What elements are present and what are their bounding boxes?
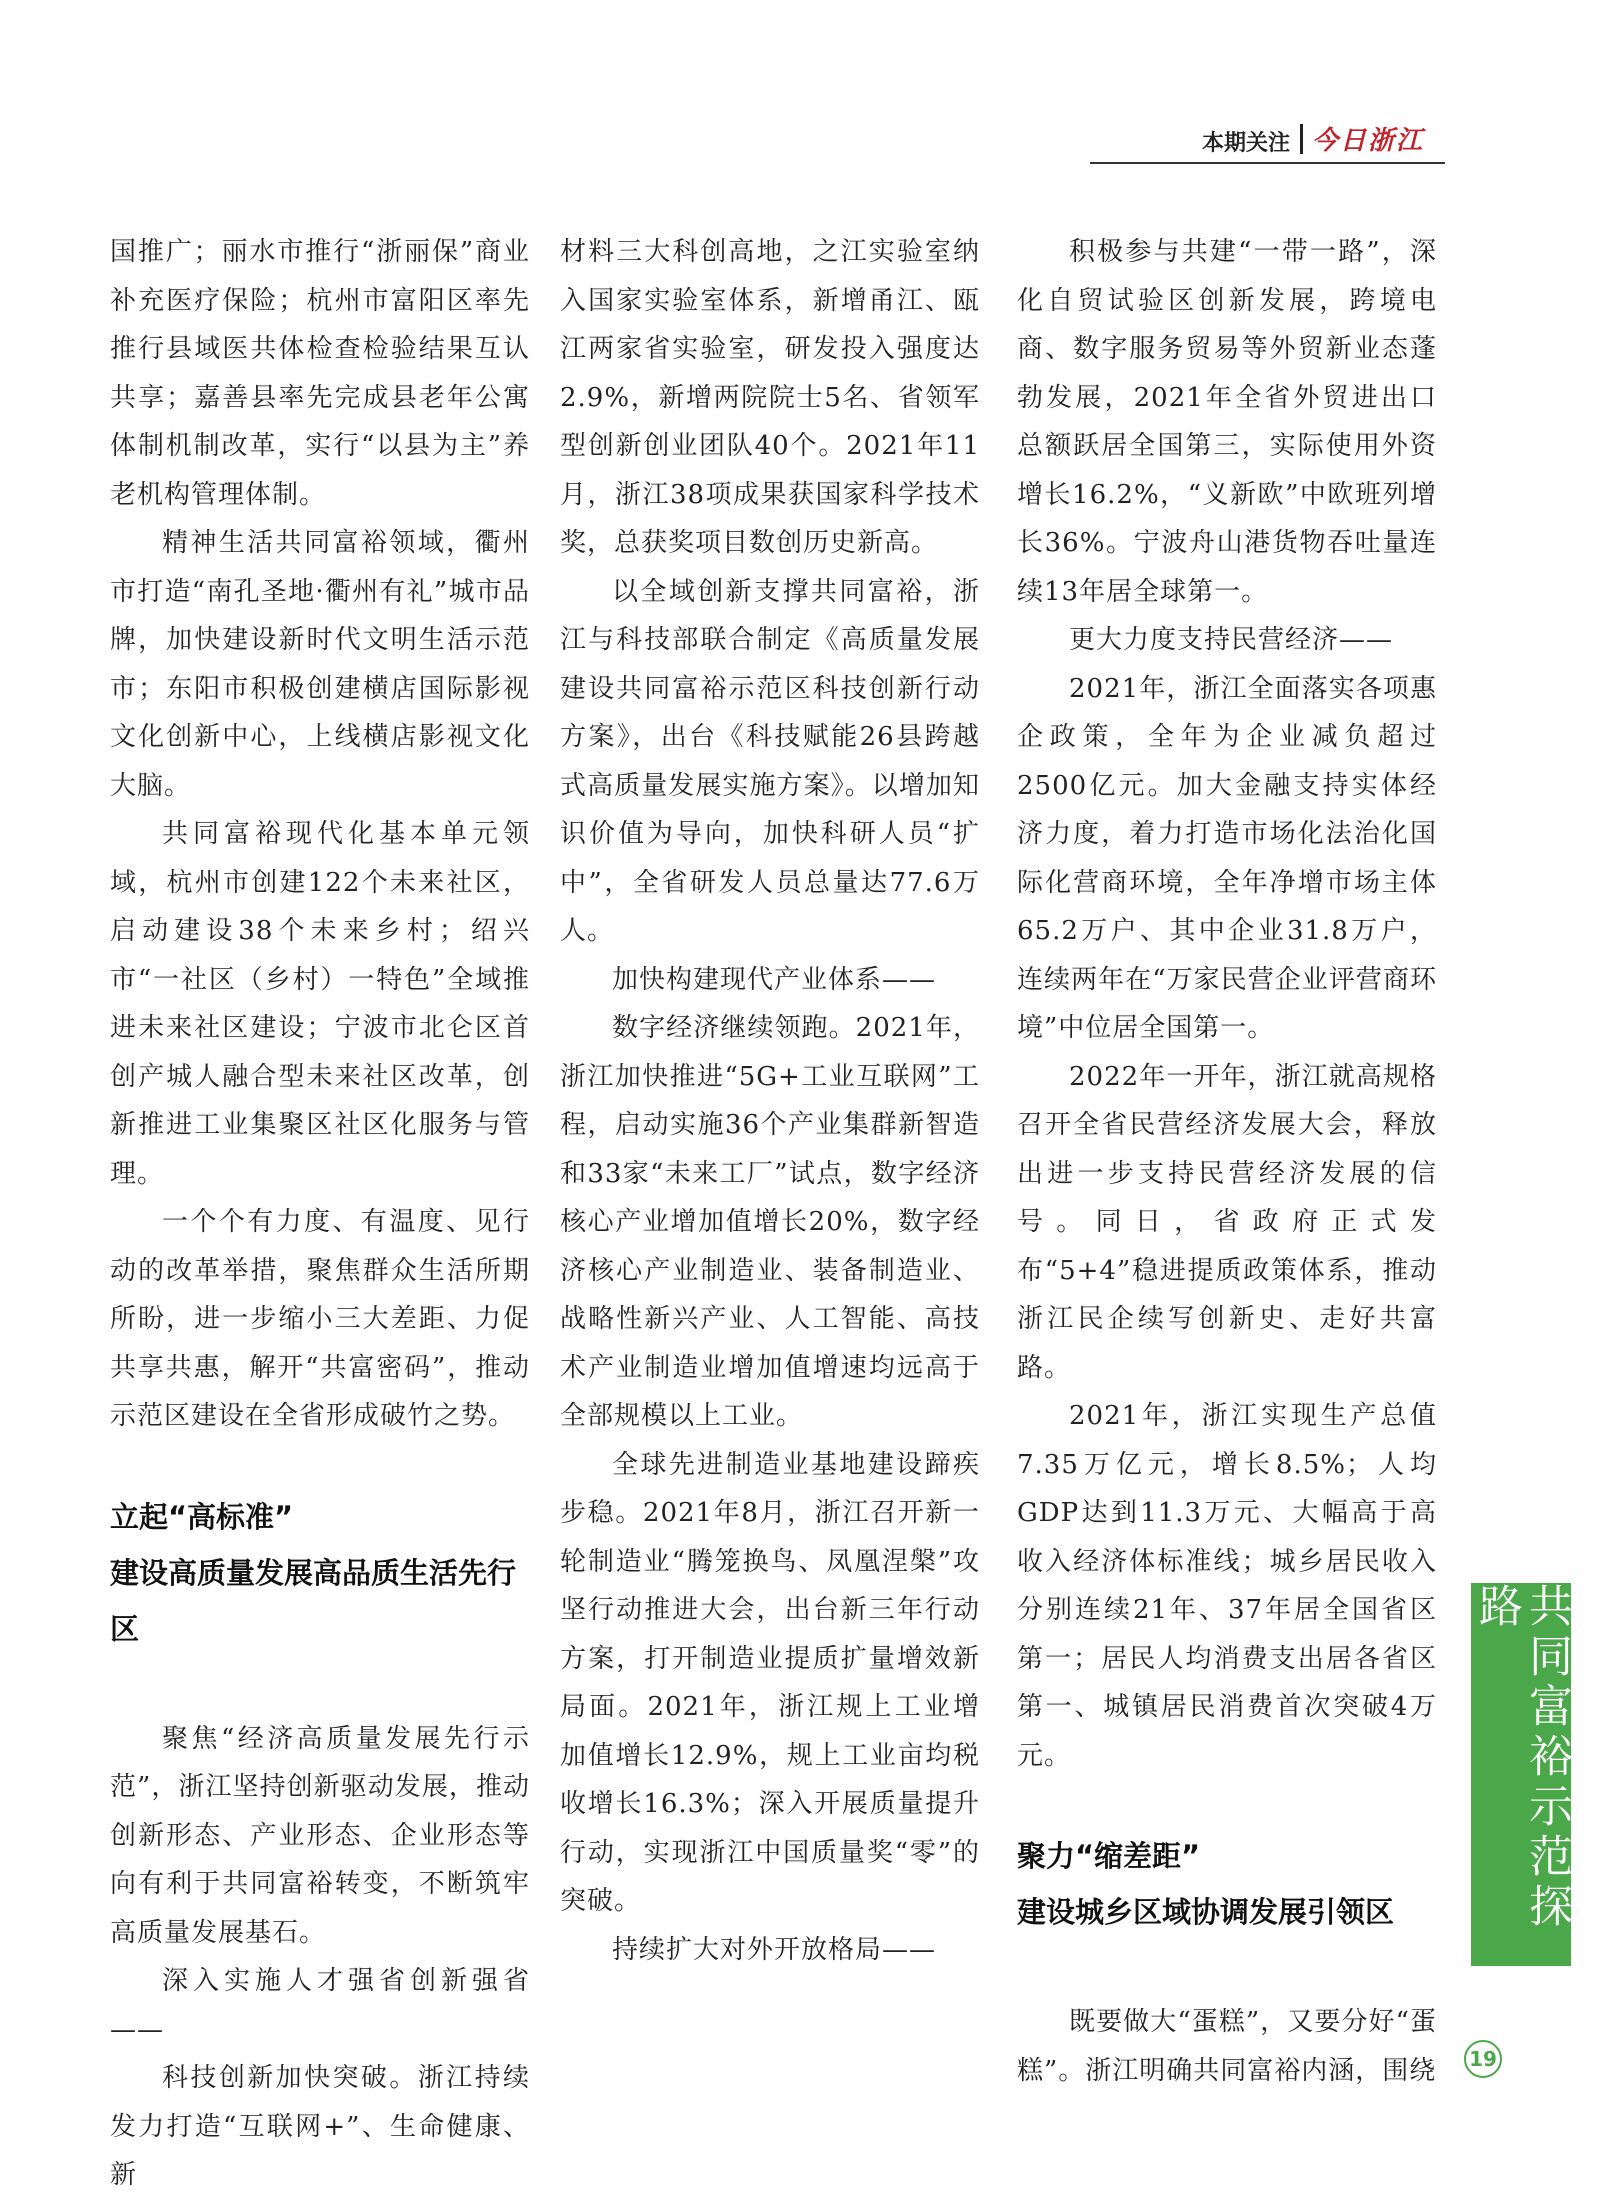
- paragraph: 精神生活共同富裕领域，衢州市打造“南孔圣地·衢州有礼”城市品牌，加快建设新时代文明生活示范市；东阳市积极创建横店国际影视文化创新中心，上线横店影视文化大脑。: [110, 528, 530, 801]
- paragraph: 2021年，浙江全面落实各项惠企政策，全年为企业减负超过2500亿元。加大金融支持实体经济力度，着力打造市场化法治化国际化营商环境，全年净增市场主体65.2万户、其中企业31.8万户，连续两年在“万家民营企业评营商环境”中位居全国第一。: [1017, 673, 1437, 1043]
- paragraph: 国推广；丽水市推行“浙丽保”商业补充医疗保险；杭州市富阳区率先推行县域医共体检查检验结果互认共享；嘉善县率先完成县老年公寓体制机制改革，实行“以县为主”养老机构管理体制。: [110, 237, 530, 510]
- paragraph: 材料三大科创高地，之江实验室纳入国家实验室体系，新增甬江、瓯江两家省实验室，研发投入强度达2.9%，新增两院院士5名、省领军型创新创业团队40个。2021年11月，浙江38项成果获国家科学技术奖，总获奖项目数创历史新高。: [560, 237, 980, 558]
- running-header: [1090, 120, 1445, 164]
- section-heading-line2: 建设城乡区域协调发展引领区: [1017, 1895, 1395, 1929]
- paragraph: 以全域创新支撑共同富裕，浙江与科技部联合制定《高质量发展建设共同富裕示范区科技创新行动方案》，出台《科技赋能26县跨越式高质量发展实施方案》。以增加知识价值为导向，加快科研人员“扩中”，全省研发人员总量达77.6万人。: [560, 576, 980, 946]
- column-2: [560, 228, 980, 1974]
- section-heading-line1: 立起“高标准”: [110, 1499, 294, 1534]
- section-label: 本期关注: [1202, 131, 1291, 156]
- paragraph: 一个个有力度、有温度、见行动的改革举措，聚焦群众生活所期所盼，进一步缩小三大差距、力促共享共惠，解开“共富密码”，推动示范区建设在全省形成破竹之势。: [110, 1207, 530, 1431]
- header-divider: [1300, 124, 1303, 154]
- subheading: 深入实施人才强省创新强省——: [110, 1966, 530, 2045]
- subheading: 持续扩大对外开放格局——: [612, 1934, 937, 1965]
- paragraph: 共同富裕现代化基本单元领域，杭州市创建122个未来社区，启动建设38个未来乡村；绍兴市“一社区（乡村）一特色”全域推进未来社区建设；宁波市北仑区首创产城人融合型未来社区改革，创新推进工业集聚区社区化服务与管理。: [110, 819, 530, 1189]
- page-number: 19: [1464, 2040, 1502, 2078]
- side-section-tab: [1471, 1583, 1571, 1966]
- side-tab-label: 共同富裕示范探路: [1471, 1583, 1572, 1933]
- magazine-logo: 今日浙江: [1312, 126, 1425, 156]
- paragraph: 积极参与共建“一带一路”，深化自贸试验区创新发展，跨境电商、数字服务贸易等外贸新业态蓬勃发展，2021年全省外贸进出口总额跃居全国第三，实际使用外资增长16.2%，“义新欧”中欧班列增长36%。宁波舟山港货物吞吐量连续13年居全球第一。: [1017, 237, 1437, 607]
- column-3: [1017, 228, 1437, 2095]
- subheading: 加快构建现代产业体系——: [612, 964, 937, 995]
- paragraph: 全球先进制造业基地建设蹄疾步稳。2021年8月，浙江召开新一轮制造业“腾笼换鸟、凤凰涅槃”攻坚行动推进大会，出台新三年行动方案，打开制造业提质扩量增效新局面。2021年，浙江规上工业增加值增长12.9%，规上工业亩均税收增长16.3%；深入开展质量提升行动，实现浙江中国质量奖“零”的突破。: [560, 1449, 980, 1916]
- subheading: 更大力度支持民营经济——: [1069, 625, 1394, 655]
- paragraph: 聚焦“经济高质量发展先行示范”，浙江坚持创新驱动发展，推动创新形态、产业形态、企业形态等向有利于共同富裕转变，不断筑牢高质量发展基石。: [110, 1723, 530, 1948]
- paragraph: 2021年，浙江实现生产总值7.35万亿元，增长8.5%；人均GDP达到11.3万元、大幅高于高收入经济体标准线；城乡居民收入分别连续21年、37年居全国省区第一；居民人均消费支出居各省区第一、城镇居民消费首次突破4万元。: [1017, 1401, 1437, 1771]
- section-heading-line1: 聚力“缩差距”: [1017, 1839, 1201, 1873]
- paragraph: 2022年一开年，浙江就高规格召开全省民营经济发展大会，释放出进一步支持民营经济发展的信号。同日，省政府正式发布“5+4”稳进提质政策体系，推动浙江民企续写创新史、走好共富路。: [1017, 1061, 1437, 1383]
- paragraph: 既要做大“蛋糕”，又要分好“蛋糕”。浙江明确共同富裕内涵，围绕: [1017, 2007, 1437, 2086]
- section-heading-line2: 建设高质量发展高品质生活先行区: [110, 1555, 517, 1646]
- paragraph: 数字经济继续领跑。2021年，浙江加快推进“5G+工业互联网”工程，启动实施36个产业集群新智造和33家“未来工厂”试点，数字经济核心产业增加值增长20%，数字经济核心产业制造业、装备制造业、战略性新兴产业、人工智能、高技术产业制造业增加值增速均远高于全部规模以上工业。: [560, 1013, 980, 1431]
- paragraph: 科技创新加快突破。浙江持续发力打造“互联网+”、生命健康、新: [110, 2063, 530, 2190]
- section-heading: [1017, 1828, 1437, 1940]
- column-1: [110, 228, 530, 2200]
- section-heading: [110, 1489, 530, 1657]
